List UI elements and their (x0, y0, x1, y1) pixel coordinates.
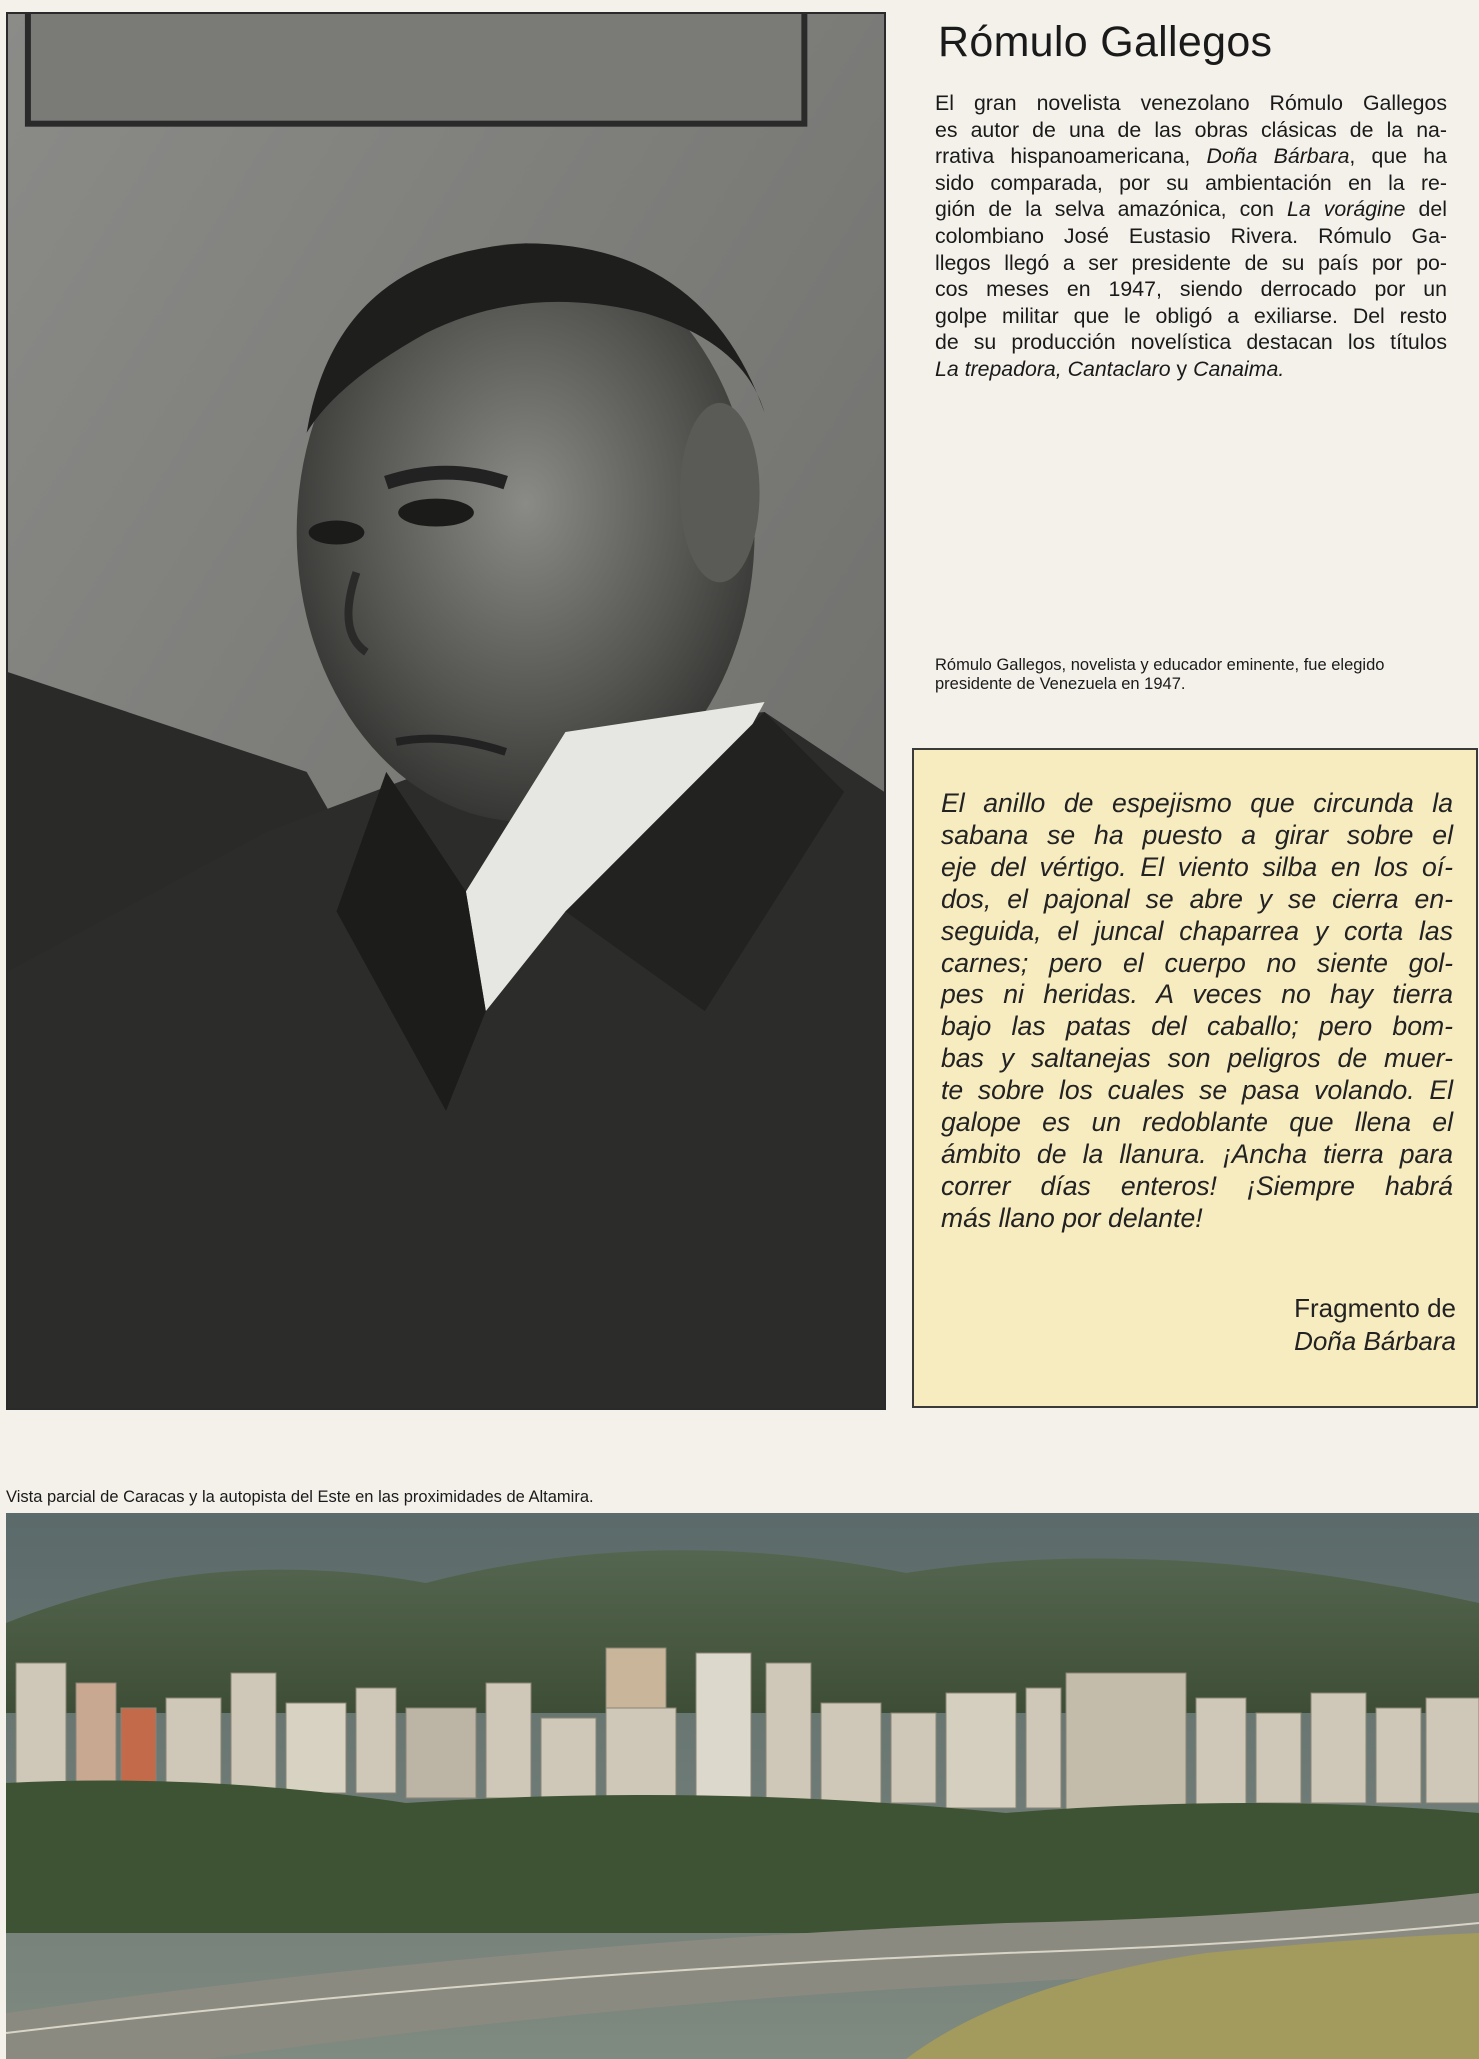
portrait-illustration (8, 14, 884, 1408)
bio-line: llegos llegó a ser presidente de su país por po- (935, 250, 1447, 275)
bio-line: de su producción novelística destacan los títulos (935, 330, 1447, 355)
quote-line: correr días enteros! ¡Siempre habrá (941, 1170, 1453, 1201)
bio-text: del (1405, 197, 1447, 222)
book-title-la-voragine: La vorágine (1287, 197, 1406, 222)
quote-source-label: Fragmento de (1294, 1293, 1456, 1323)
quote-line: sabana se ha puesto a girar sobre el (941, 819, 1453, 850)
quote-box (912, 748, 1478, 1408)
city-illustration (6, 1513, 1479, 2059)
bio-line: es autor de una de las obras clásicas de la na- (935, 117, 1447, 142)
bio-line: colombiano José Eustasio Rivera. Rómulo Ga- (935, 223, 1447, 248)
book-title-dona-barbara: Doña Bárbara (1206, 144, 1350, 169)
bio-line (935, 356, 1447, 383)
quote-line: más llano por delante! (941, 1202, 1203, 1233)
portrait-caption: Rómulo Gallegos, novelista y educador eminente, fue elegido presidente de Venezuela en 1947. (935, 656, 1385, 693)
quote-line: bas y saltanejas son peligros de muer- (941, 1043, 1453, 1074)
bio-text: rrativa hispanoamericana, (935, 144, 1207, 169)
page-title: Rómulo Gallegos (938, 18, 1273, 66)
quote-line: seguida, el juncal chaparrea y corta las (941, 915, 1453, 946)
quote-line: carnes; pero el cuerpo no siente gol- (941, 947, 1453, 978)
quote-line: bajo las patas del caballo; pero bom- (941, 1011, 1453, 1042)
quote-line: galope es un redoblante que llena el (941, 1107, 1453, 1138)
book-title-canaima: Canaima. (1193, 356, 1285, 381)
bio-text: gión de la selva amazónica, con (935, 197, 1287, 222)
quote-line: te sobre los cuales se pasa volando. El (941, 1075, 1453, 1106)
city-photo (6, 1513, 1479, 2059)
bio-line: golpe militar que le obligó a exiliarse. Del resto (935, 303, 1447, 328)
quote-line: eje del vértigo. El viento silba en los oí- (941, 851, 1453, 882)
bio-line: cos meses en 1947, siendo derrocado por un (935, 277, 1447, 302)
book-title-trepadora-cantaclaro: La trepadora, Cantaclaro (935, 356, 1171, 381)
bio-text: y (1176, 356, 1188, 381)
quote-line: ámbito de la llanura. ¡Ancha tierra para (941, 1138, 1453, 1169)
bio-text: , que ha (1349, 144, 1447, 169)
quote-source (1294, 1292, 1456, 1358)
biography-paragraph (935, 90, 1447, 383)
quote-line: dos, el pajonal se abre y se cierra en- (941, 883, 1453, 914)
bio-line (935, 196, 1447, 223)
bio-line (935, 143, 1447, 170)
bio-line: El gran novelista venezolano Rómulo Gallegos (935, 91, 1447, 115)
quote-source-work: Doña Bárbara (1294, 1326, 1456, 1356)
quote-line: El anillo de espejismo que circunda la (941, 788, 1453, 818)
bio-line: sido comparada, por su ambientación en la re- (935, 170, 1447, 195)
quote-text (941, 788, 1453, 1235)
city-caption: Vista parcial de Caracas y la autopista del Este en las proximidades de Altamira. (6, 1488, 594, 1506)
quote-line: pes ni heridas. A veces no hay tierra (941, 979, 1453, 1010)
portrait-photo (6, 12, 886, 1410)
